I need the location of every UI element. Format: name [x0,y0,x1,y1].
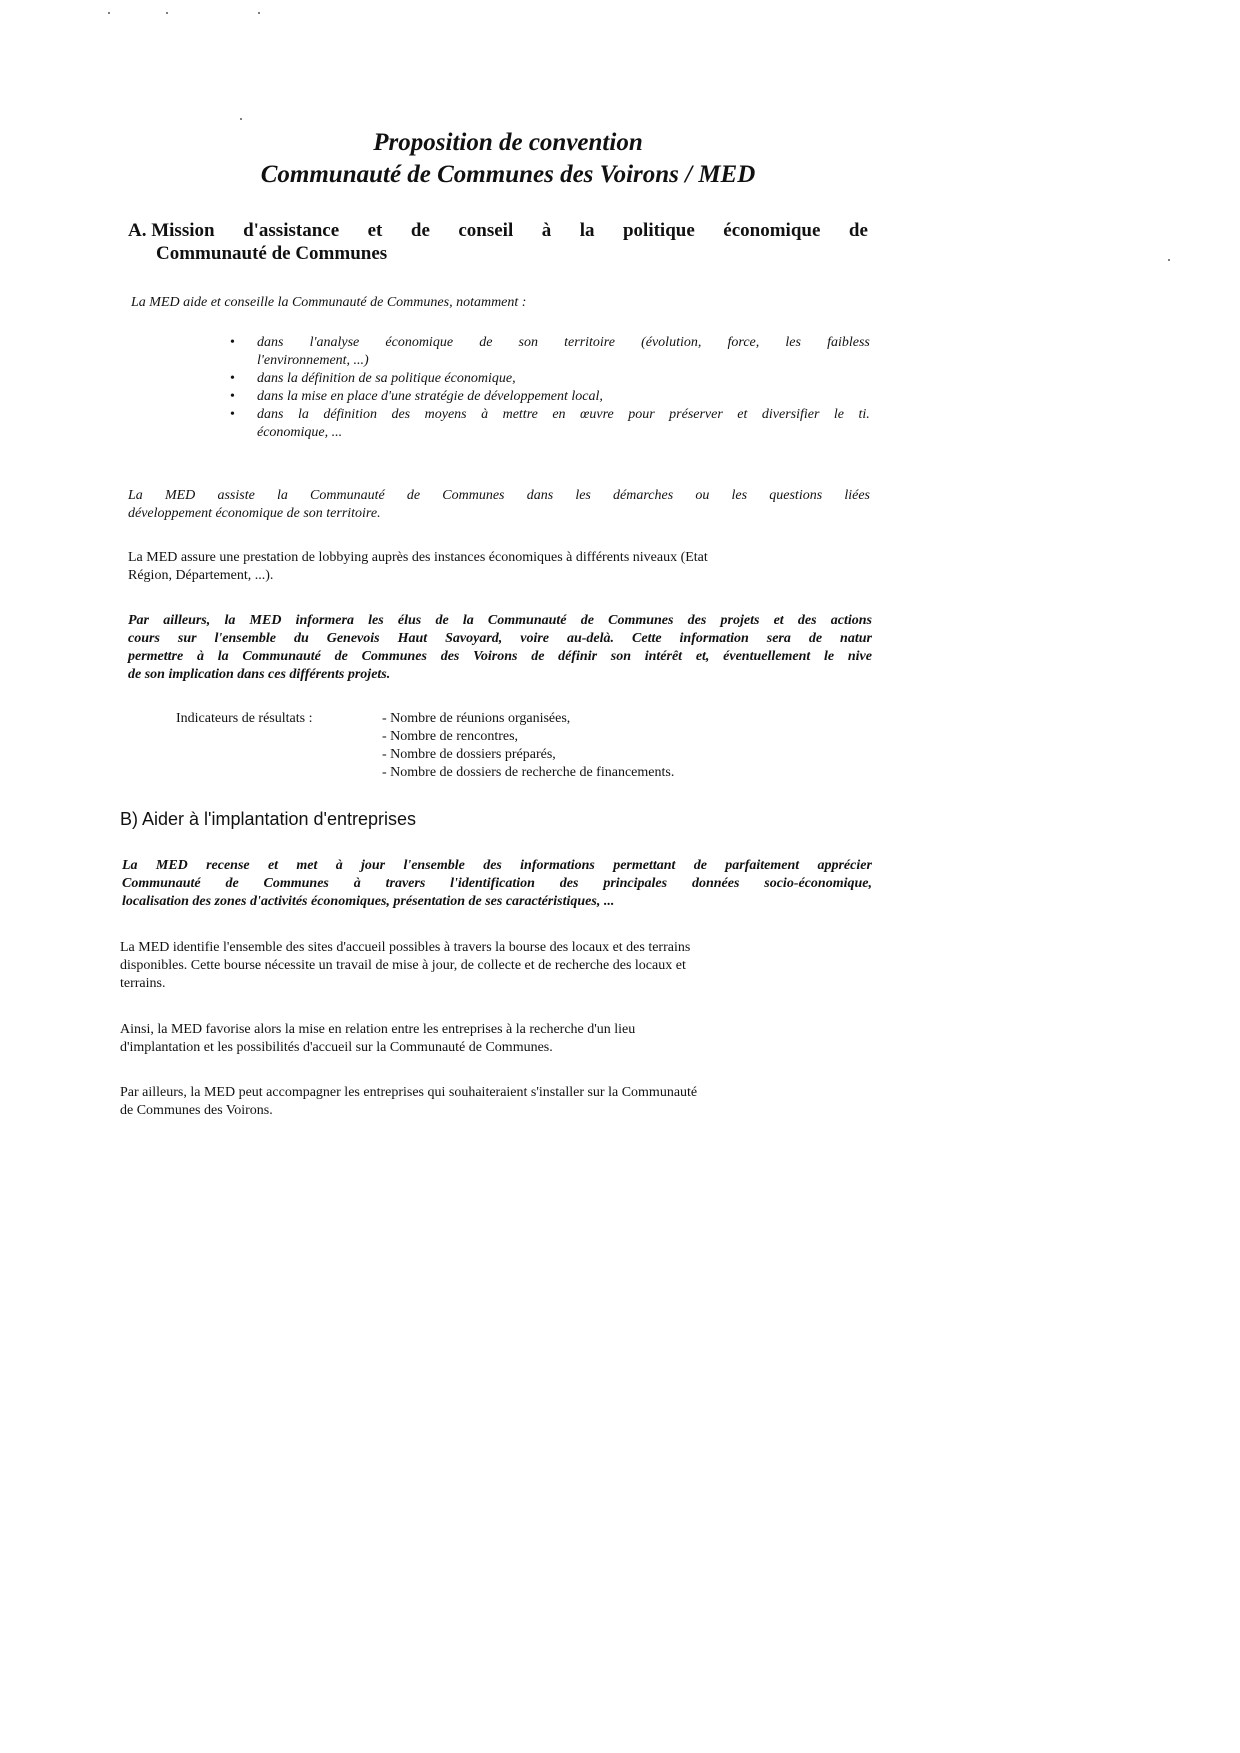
word: des [559,876,579,891]
word: économique [385,335,454,350]
bullet-item-4-line1 [257,406,870,424]
word: assiste [217,488,255,503]
word: de [580,613,594,628]
word: apprécier [817,858,872,873]
indicator-item: - Nombre de réunions organisées, [382,711,571,726]
word: des [440,649,460,664]
word: Haut [397,631,428,646]
section-b-ainsi-paragraph [120,1021,635,1057]
bullet-item-4 [230,406,870,442]
word: Communauté [122,876,201,891]
word: la [579,220,595,241]
info-line3 [128,648,872,666]
word: éventuellement [723,649,811,664]
sites-line2: disponibles. Cette bourse nécessite un travail de mise à jour, de collecte et de recherche des locaux et [120,958,686,973]
word: à [353,876,361,891]
section-a-heading [128,219,868,265]
word: Communes [361,649,427,664]
word: informations [520,858,595,873]
section-b-heading: B) Aider à l'implantation d'entreprises [120,809,417,829]
document-title-line2: Communauté de Communes des Voirons / MED [260,161,756,188]
assist-line2: développement économique de son territoire. [128,506,381,521]
word: • dans [257,335,284,350]
word: La [128,488,143,503]
word: définition [323,407,377,422]
word: en [552,407,566,422]
word: Genevois [326,631,380,646]
word: ti. [858,407,870,422]
word: de [410,220,430,241]
word: la [297,407,309,422]
word: Savoyard, [445,631,503,646]
word: Communauté [242,649,321,664]
section-b-sites-paragraph [120,939,690,993]
word: territoire [564,335,615,350]
word: et [737,407,748,422]
bullet-item-3 [230,388,870,406]
word: et [267,858,279,873]
bullet-item-2-line1: • dans la définition de sa politique économique, [257,371,516,386]
word: d'assistance [243,220,340,241]
section-a-intro: La MED aide et conseille la Communauté de Communes, notamment : [131,295,527,310]
word: met [296,858,318,873]
word: l'analyse [309,335,360,350]
lobbying-line1: La MED assure une prestation de lobbying auprès des instances économiques à différents niveaux (Etat [128,550,708,565]
word: liées [844,488,870,503]
word: parfaitement [725,858,800,873]
indicator-item: - Nombre de rencontres, [382,729,519,744]
section-a-assist-paragraph [128,487,870,523]
word: son [610,649,631,664]
word: socio-économique, [764,876,872,891]
word: la [224,613,236,628]
word: la [276,488,288,503]
word: intérêt [644,649,683,664]
word: l'ensemble [403,858,465,873]
indicator-item: - Nombre de dossiers de recherche de financements. [382,765,675,780]
word: MED [155,858,188,873]
indicator-item: - Nombre de dossiers préparés, [382,747,556,762]
indicators-list [382,710,674,782]
word: dans [526,488,554,503]
section-a-bullet-list [230,334,870,442]
word: cours [128,631,160,646]
section-b-accompany-paragraph [120,1084,697,1120]
section-a-lobbying-paragraph [128,549,708,585]
word: les [575,488,591,503]
word: sera [766,631,791,646]
ainsi-line1: Ainsi, la MED favorise alors la mise en relation entre les entreprises à la recherche d'un lieu [120,1022,636,1037]
info-line1 [128,612,872,630]
bullet-item-3-line1: • dans la mise en place d'une stratégie de développement local, [257,389,603,404]
word: son [518,335,538,350]
word: de [848,220,868,241]
word: et [367,220,383,241]
word: démarches [613,488,674,503]
word: de [406,488,421,503]
word: Voirons [473,649,518,664]
word: permettre [128,649,184,664]
word: et [773,613,784,628]
word: (évolution, [641,335,702,350]
word: de [479,335,493,350]
word: à [481,407,489,422]
word: les [785,335,801,350]
word: mettre [502,407,538,422]
word: œuvre [580,407,614,422]
section-a-heading-line2: Communauté de Communes [156,243,388,264]
accompany-line2: de Communes des Voirons. [120,1103,273,1118]
word: Communauté [310,488,385,503]
word: sur [177,631,197,646]
word: les [731,488,748,503]
indicators-label: Indicateurs de résultats : [176,711,313,726]
word: Cette [632,631,662,646]
accompany-line1: Par ailleurs, la MED peut accompagner les entreprises qui souhaiteraient s'installer sur la Communauté [120,1085,698,1100]
word: conseil [458,220,514,241]
sites-line3: terrains. [120,976,166,991]
word: ailleurs, [163,613,211,628]
word: de [225,876,239,891]
word: des [391,407,411,422]
word: données [691,876,740,891]
word: pour [628,407,655,422]
word: à [541,220,552,241]
bullet-item-1-line1 [257,334,870,352]
word: l'identification [450,876,535,891]
word: et, [695,649,710,664]
word: les [368,613,384,628]
word: économique [723,220,821,241]
section-a-heading-line1 [128,219,868,242]
lobbying-line2: Région, Département, ...). [128,568,274,583]
word: permettant [613,858,676,873]
census-line2 [122,875,872,893]
word: à [196,649,204,664]
word: recense [206,858,250,873]
word: ou [695,488,710,503]
word: MED [164,488,196,503]
word: La [122,858,138,873]
document-title-line1: Proposition de convention [373,129,643,156]
info-line4: de son implication dans ces différents projets. [128,667,391,682]
word: Communauté [487,613,567,628]
word: le [823,649,835,664]
word: projets [720,613,760,628]
word: natur [840,631,872,646]
word: de [808,631,823,646]
assist-line1 [128,487,870,505]
bullet-item-1 [230,334,870,370]
word: faibless [827,335,870,350]
ainsi-line2: d'implantation et les possibilités d'accueil sur la Communauté de Communes. [120,1040,553,1055]
word: informera [295,613,354,628]
section-a-info-paragraph [128,612,872,684]
word: de [531,649,545,664]
info-line2 [128,630,872,648]
word: MED [249,613,282,628]
bullet-item-1-line2: l'environnement, ...) [257,353,369,368]
word: Communes [442,488,505,503]
word: questions [769,488,823,503]
word: de [435,613,449,628]
word: principales [603,876,668,891]
word: le [833,407,845,422]
word: de [334,649,348,664]
word: force, [727,335,760,350]
word: à [335,858,343,873]
word: des [687,613,707,628]
word: au-delà. [566,631,615,646]
word: Par [128,613,149,628]
word: • dans [257,407,284,422]
word: moyens [424,407,467,422]
bullet-item-4-line2: économique, ... [257,425,343,440]
bullet-item-2 [230,370,870,388]
word: nive [847,649,872,664]
word: A. Mission [128,220,215,241]
word: Communes [608,613,674,628]
word: préserver [669,407,723,422]
word: définir [558,649,598,664]
word: jour [361,858,386,873]
word: travers [385,876,426,891]
sites-line1: La MED identifie l'ensemble des sites d'accueil possibles à travers la bourse des locaux et des terrains [120,940,691,955]
word: la [217,649,229,664]
word: diversifier [761,407,820,422]
word: actions [830,613,872,628]
word: du [293,631,309,646]
word: des [797,613,817,628]
word: l'ensemble [214,631,276,646]
census-line3: localisation des zones d'activités économiques, présentation de ses caractéristiques, ... [122,894,615,909]
word: voire [520,631,550,646]
census-line1 [122,857,872,875]
word: la [462,613,474,628]
word: des [483,858,502,873]
word: élus [397,613,422,628]
word: Communes [263,876,329,891]
word: politique [622,220,695,241]
word: de [693,858,707,873]
section-b-census-paragraph [122,857,872,911]
word: information [679,631,749,646]
